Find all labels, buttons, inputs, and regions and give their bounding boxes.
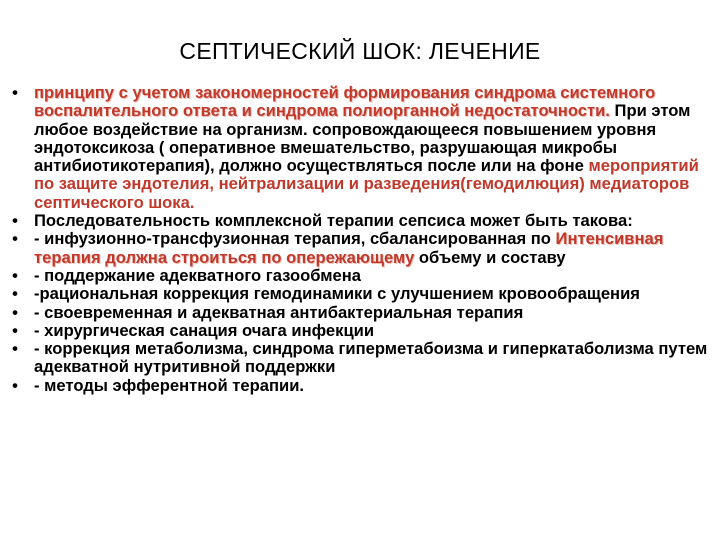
item-text: - хирургическая санация очага инфекции: [34, 320, 375, 340]
highlighted-text: Интенсивная терапия должна строиться по опережающему: [34, 229, 664, 267]
bullet-list: [8, 84, 708, 395]
item-text: объему и составу: [414, 247, 566, 267]
bullet-icon: •: [12, 339, 18, 359]
bullet-icon: •: [12, 375, 18, 395]
list-item: [8, 212, 708, 230]
bullet-icon: •: [12, 302, 18, 322]
list-item: [8, 322, 708, 340]
item-text: - поддержание адекватного газообмена: [34, 265, 362, 285]
slide-title: СЕПТИЧЕСКИЙ ШОК: ЛЕЧЕНИЕ: [179, 38, 541, 64]
bullet-icon: •: [12, 320, 18, 340]
bullet-icon: •: [12, 229, 18, 249]
list-item: [8, 267, 708, 285]
item-text: -рациональная коррекция гемодинамики с улучшением кровообращения: [34, 284, 640, 304]
list-item: [8, 84, 708, 212]
item-text: - своевременная и адекватная антибактериальная терапия: [34, 302, 524, 322]
list-item: [8, 285, 708, 303]
item-text: При этом любое воздействие на организм. сопровождающееся повышением уровня эндотоксикоза ( оперативное вмешательство, разрушающая микробы антибиотикотерапия), должно осуществляться после или на фоне: [34, 101, 691, 176]
item-text: - методы эфферентной терапии.: [34, 375, 305, 395]
highlighted-text: принципу с учетом закономерностей формирования синдрома системного воспалительного ответа и синдрома полиорганной недостаточности.: [34, 83, 656, 121]
bullet-icon: •: [12, 211, 18, 231]
item-text: Последовательность комплексной терапии сепсиса может быть такова:: [34, 211, 633, 231]
list-item: [8, 304, 708, 322]
bullet-icon: •: [12, 265, 18, 285]
list-item: [8, 340, 708, 377]
list-item: [8, 230, 708, 267]
item-text: - инфузионно-трансфузионная терапия, сбалансированная по: [34, 229, 556, 249]
bullet-icon: •: [12, 284, 18, 304]
bullet-icon: •: [12, 83, 18, 102]
list-item: [8, 377, 708, 395]
highlighted-text: мероприятий по защите эндотелия, нейтрализации и разведения(гемодилюция) медиаторов септического шока.: [34, 156, 699, 212]
item-text: - коррекция метаболизма, синдрома гиперметабоизма и гиперкатаболизма путем адекватной нутритивной поддержки: [34, 339, 708, 377]
